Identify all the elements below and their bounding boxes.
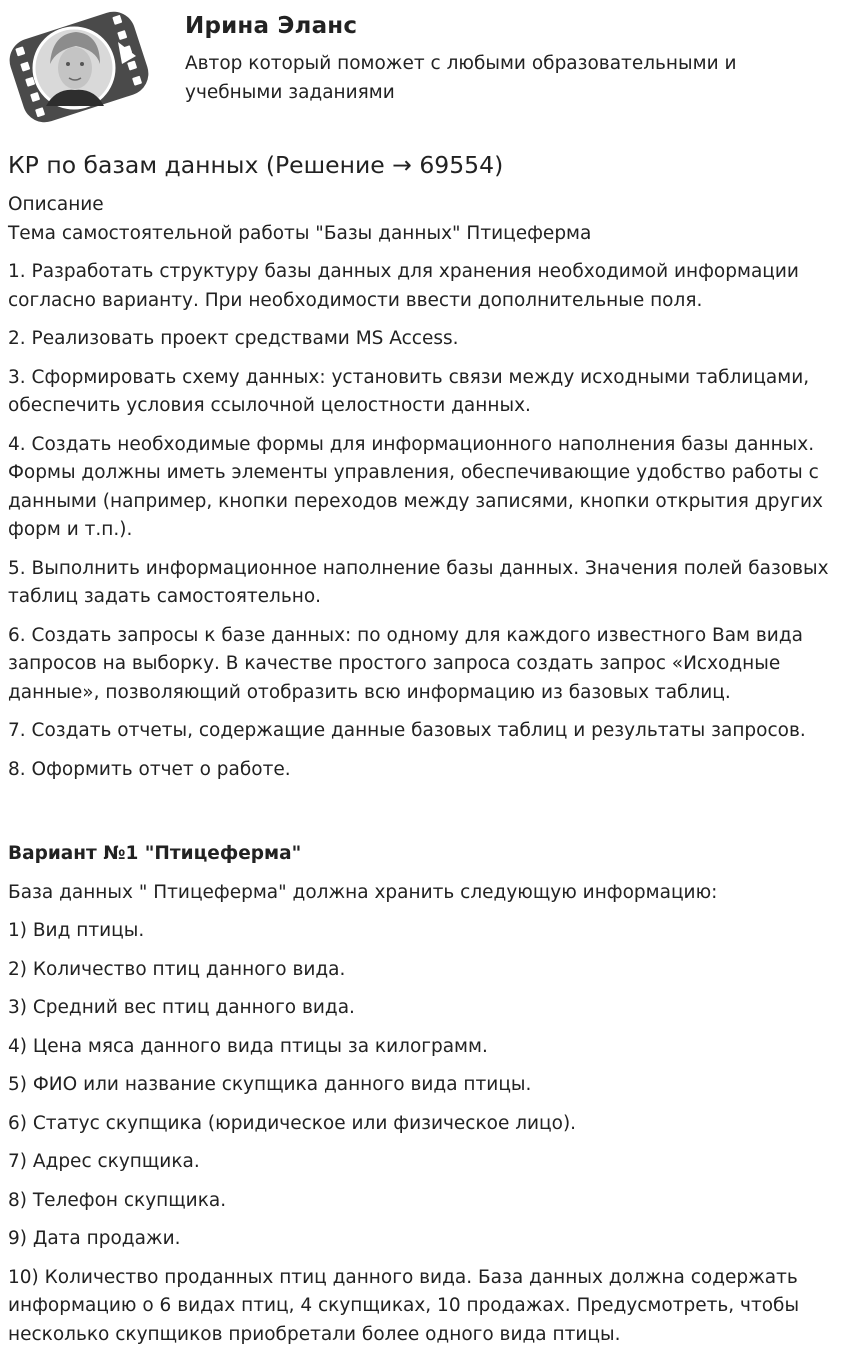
section-spacer [8,794,842,840]
task-item: 8. Оформить отчет о работе. [8,758,291,780]
task-item: 3. Сформировать схему данных: установить связи между исходными таблицами, обеспечить условия ссылочной целостности данных. [8,366,810,416]
author-description: Автор который поможет с любыми образовательными и учебными заданиями [185,53,737,103]
author-name: Ирина Эланс [185,13,358,39]
task-item: 5. Выполнить информационное наполнение базы данных. Значения полей базовых таблиц задать самостоятельно. [8,557,829,607]
variant-intro: База данных " Птицеферма" должна хранить следующую информацию: [8,881,718,903]
author-header [0,0,847,130]
list-item: 8) Телефон скупщика. [8,1189,227,1211]
task-item: 2. Реализовать проект средствами MS Access. [8,328,459,349]
task-item: 7. Создать отчеты, содержащие данные базовых таблиц и результаты запросов. [8,720,806,741]
task-item: 6. Создать запросы к базе данных: по одному для каждого известного Вам вида запросов на выборку. В качестве простого запроса создать запрос «Исходные данные», позволяющий отобразить всю информацию из базовых таблиц. [8,624,803,703]
list-item: 6) Статус скупщика (юридическое или физическое лицо). [8,1112,577,1134]
list-item: 3) Средний вес птиц данного вида. [8,997,355,1018]
task-item: 1. Разработать структуру базы данных для хранения необходимой информации согласно варианту. При необходимости ввести дополнительные поля. [8,261,799,311]
list-item: 5) ФИО или название скупщика данного вида птицы. [8,1074,532,1095]
work-topic: Тема самостоятельной работы "Базы данных" Птицеферма [8,222,592,244]
variant-title: Вариант №1 "Птицеферма" [8,843,302,864]
list-item: 4) Цена мяса данного вида птицы за килограмм. [8,1035,488,1057]
page-title: КР по базам данных (Решение → 69554) [8,151,504,179]
list-item: 9) Дата продажи. [8,1228,181,1249]
list-item: 10) Количество проданных птиц данного вида. База данных должна содержать информацию о 6 видах птиц, 4 скупщиках, 10 продажах. Предусмотреть, чтобы несколько скупщиков приобретали более одного вида птицы. [8,1266,800,1345]
document-content [8,146,842,1359]
author-avatar [6,6,152,128]
list-item: 1) Вид птицы. [8,920,145,941]
list-item: 2) Количество птиц данного вида. [8,958,346,980]
list-item: 7) Адрес скупщика. [8,1151,200,1172]
task-item: 4. Создать необходимые формы для информационного наполнения базы данных. Формы должны иметь элементы управления, обеспечивающие удобство работы с данными (например, кнопки переходов между записями, кнопки открытия других форм и т.п.). [8,433,823,540]
description-label: Описание [8,194,104,215]
